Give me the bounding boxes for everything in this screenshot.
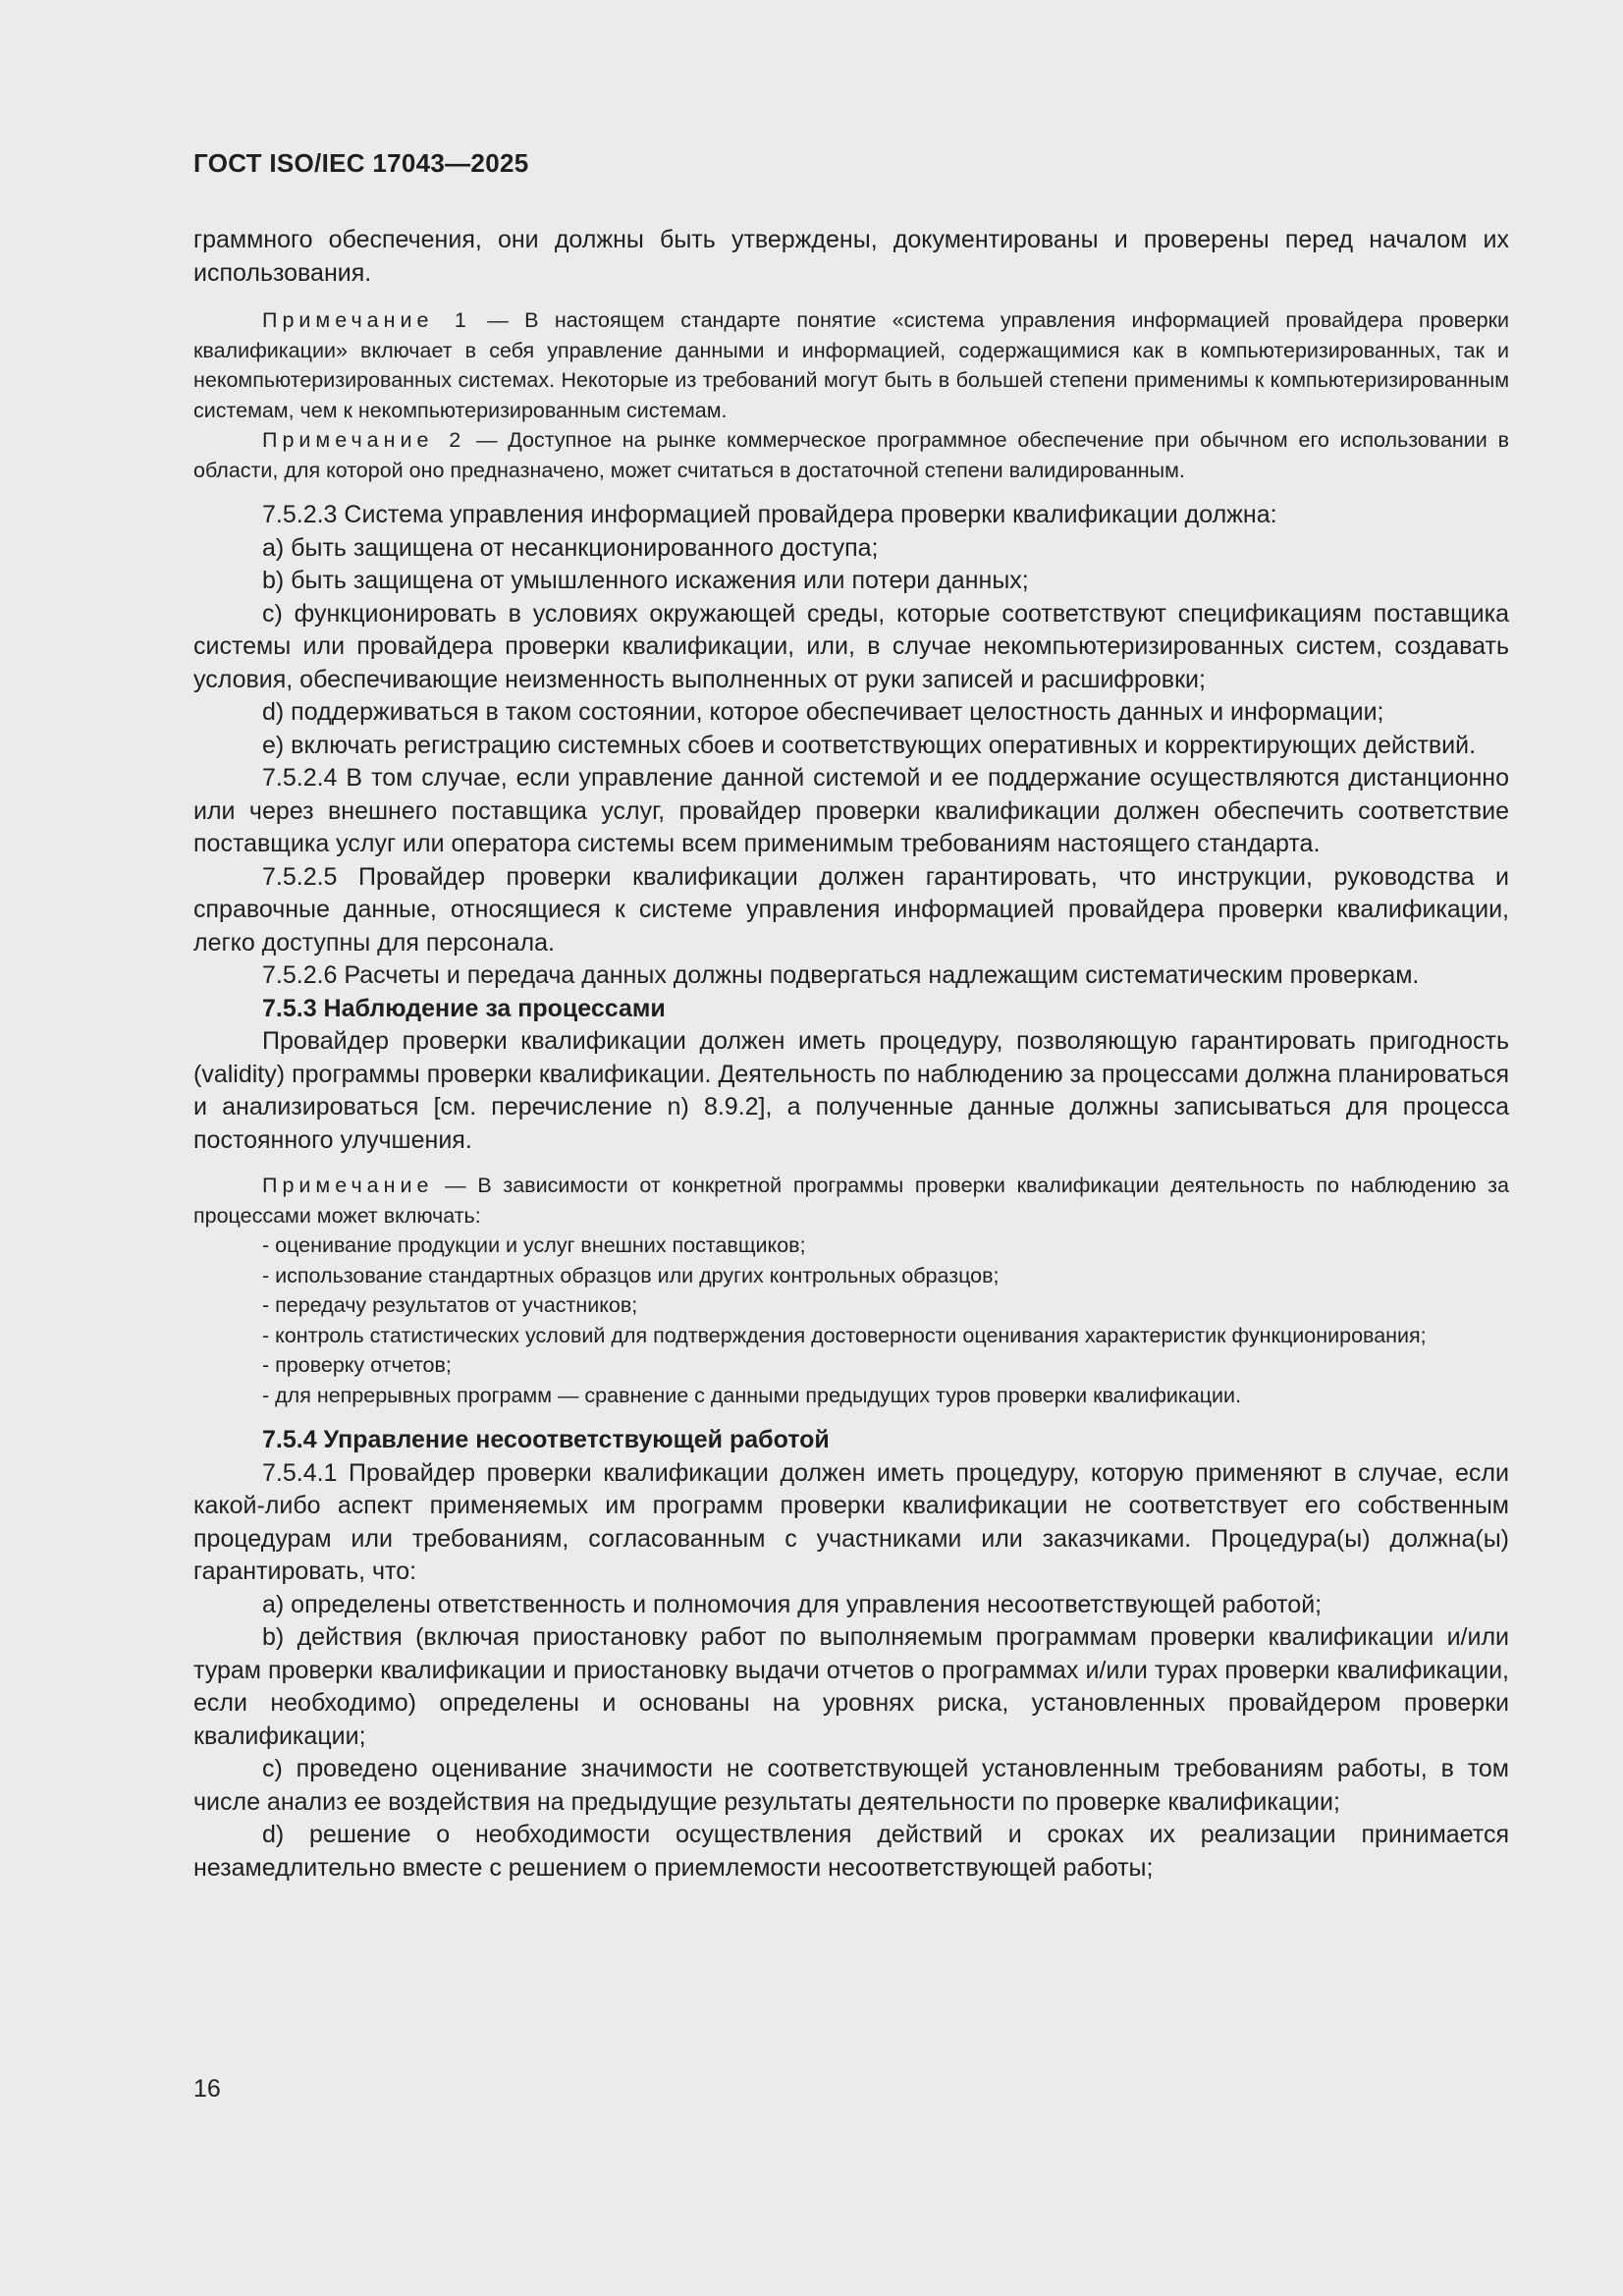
list-item: a) быть защищена от несанкционированного доступа; xyxy=(262,533,879,562)
list-item: c) проведено оценивание значимости не соответствующей установленным требованиям работы, в том числе анализ ее воздействия на предыдущие результаты деятельности по проверке квалификации; xyxy=(193,1755,1509,1816)
note-1-label: Примечание 1 xyxy=(262,308,471,332)
paragraph-intro: граммного обеспечения, они должны быть утверждены, документированы и проверены перед началом их использования. xyxy=(193,226,1509,287)
list-item: - передачу результатов от участников; xyxy=(262,1293,638,1317)
note-3-label: Примечание xyxy=(262,1174,434,1197)
clause-7-5-2-4: 7.5.2.4 В том случае, если управление данной системой и ее поддержание осуществляются дистанционно или через внешнего поставщика услуг, провайдер проверки квалификации должен обеспечить соответствие поставщика услуг или оператора системы всем применимым требованиям настоящего стандарта. xyxy=(193,764,1509,857)
notes-block xyxy=(193,305,1509,485)
heading-7-5-3: 7.5.3 Наблюдение за процессами xyxy=(262,994,666,1022)
note-2-text: — Доступное на рынке коммерческое программное обеспечение при обычном его использовании в области, для которой оно предназначено, может считаться в достаточной степени валидированным. xyxy=(193,428,1510,482)
list-item: - проверку отчетов; xyxy=(262,1353,452,1377)
list-item: c) функционировать в условиях окружающей среды, которые соответствуют спецификациям поставщика системы или провайдера проверки квалификации, или, в случае некомпьютеризированных систем, создавать условия, обеспечивающие неизменность выполненных от руки записей и расшифровки; xyxy=(193,599,1509,693)
note-1 xyxy=(193,305,1509,425)
clause-7-5-2-5: 7.5.2.5 Провайдер проверки квалификации должен гарантировать, что инструкции, руководства и справочные данные, относящиеся к системе управления информацией провайдера проверки квалификации, легко доступны для персонала. xyxy=(193,862,1509,957)
note-3-text: — В зависимости от конкретной программы проверки квалификации деятельность по наблюдению за процессами может включать: xyxy=(193,1174,1509,1228)
section-7-5-4 xyxy=(193,1424,1509,1885)
list-item: - для непрерывных программ — сравнение с данными предыдущих туров проверки квалификации. xyxy=(262,1383,1242,1407)
document-body xyxy=(193,224,1509,1885)
clause-7-5-4-1: 7.5.4.1 Провайдер проверки квалификации должен иметь процедуру, которую применяют в случае, если какой-либо аспект применяемых им программ проверки квалификации не соответствует его собственным процедурам или требованиям, согласованным с участниками или заказчиками. Процедура(ы) должна(ы) гарантировать, что: xyxy=(193,1458,1509,1585)
list-item: d) поддерживаться в таком состоянии, которое обеспечивает целостность данных и информации; xyxy=(262,698,1384,726)
section-7523-7526 xyxy=(193,499,1509,1157)
list-item: e) включать регистрацию системных сбоев и соответствующих оперативных и корректирующих действий. xyxy=(262,731,1477,759)
paragraph-7-5-3: Провайдер проверки квалификации должен иметь процедуру, позволяющую гарантировать пригодность (validity) программы проверки квалификации. Деятельность по наблюдению за процессами должна планироваться и анализироваться [см. перечисление n) 8.9.2], а полученные данные должны записываться для процесса постоянного улучшения. xyxy=(193,1027,1509,1154)
list-item: - контроль статистических условий для подтверждения достоверности оценивания характеристик функционирования; xyxy=(262,1323,1427,1347)
list-item: d) решение о необходимости осуществления действий и сроках их реализации принимается незамедлительно вместе с решением о приемлемости несоответствующей работы; xyxy=(193,1821,1509,1882)
note-1-text: — В настоящем стандарте понятие «система управления информацией провайдера проверки квалификации» включает в себя управление данными и информацией, содержащимися как в компьютеризированных, так и некомпьютеризированных системах. Некоторые из требований могут быть в большей степени применимы к компьютеризированным системам, чем к некомпьютеризированным системам. xyxy=(193,308,1510,422)
note-3 xyxy=(193,1171,1509,1230)
list-item: - оценивание продукции и услуг внешних поставщиков; xyxy=(262,1233,806,1257)
clause-7-5-2-6: 7.5.2.6 Расчеты и передача данных должны подвергаться надлежащим систематическим проверкам. xyxy=(262,961,1420,989)
document-header: ГОСТ ISO/IEC 17043—2025 xyxy=(193,148,529,178)
note-3-block xyxy=(193,1171,1509,1410)
note-2-label: Примечание 2 xyxy=(262,428,466,452)
list-item: b) действия (включая приостановку работ по выполняемым программам проверки квалификации и/или турам проверки квалификации и приостановку выдачи отчетов о программах и/или турах проверки квалификации, если необходимо) определены и основаны на уровнях риска, установленных провайдером проверки квалификации; xyxy=(193,1623,1509,1750)
list-item: b) быть защищена от умышленного искажения или потери данных; xyxy=(262,567,1029,594)
list-item: - использование стандартных образцов или других контрольных образцов; xyxy=(262,1263,1000,1287)
note-2 xyxy=(193,425,1509,485)
clause-7-5-2-3: 7.5.2.3 Система управления информацией провайдера проверки квалификации должна: xyxy=(262,501,1277,528)
list-item: a) определены ответственность и полномочия для управления несоответствующей работой; xyxy=(262,1590,1323,1618)
heading-7-5-4: 7.5.4 Управление несоответствующей работой xyxy=(262,1426,830,1453)
page-number: 16 xyxy=(193,2075,221,2103)
